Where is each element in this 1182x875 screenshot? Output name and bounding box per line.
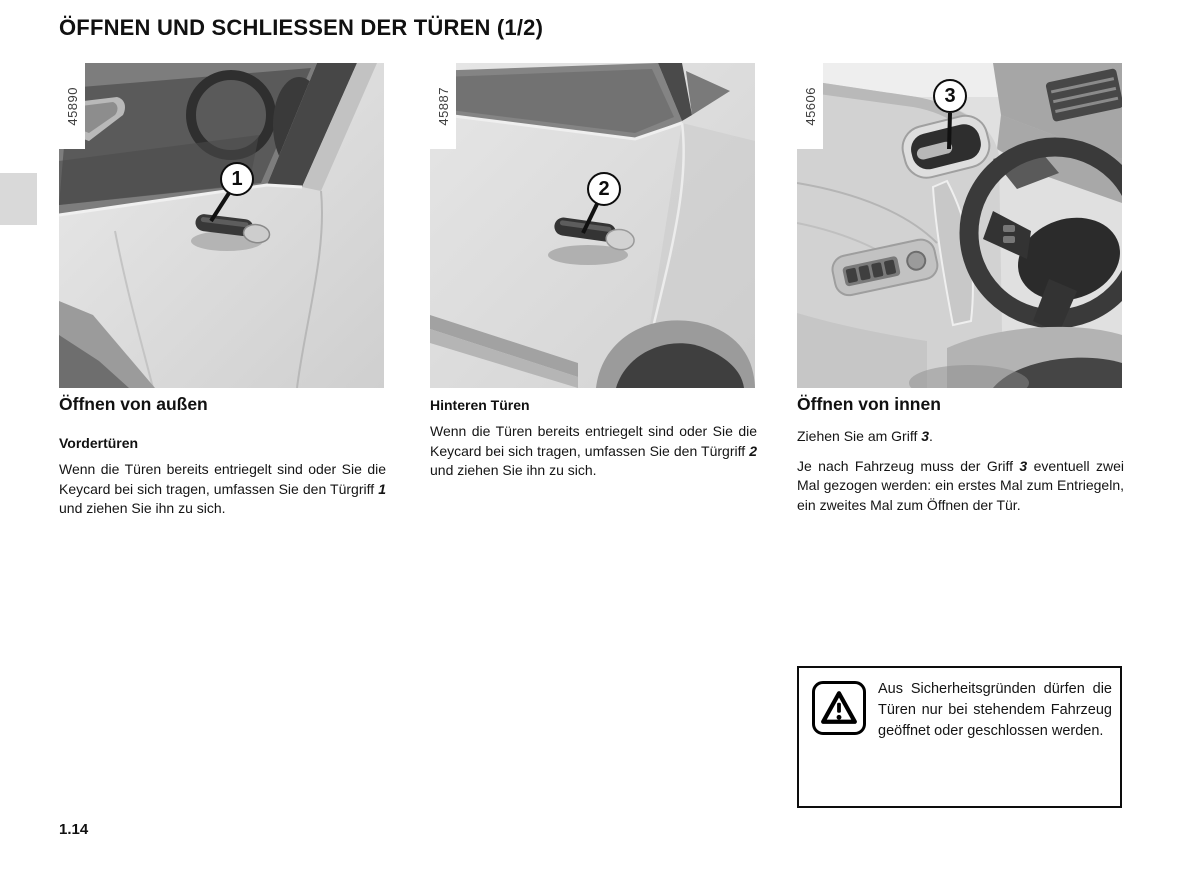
paragraph-text: Je nach Fahrzeug muss der Griff	[797, 457, 1020, 474]
rear-doors-paragraph	[430, 422, 757, 481]
paragraph-text: Ziehen Sie am Griff	[797, 428, 922, 444]
page-number: 1.14	[59, 821, 89, 838]
figure-ref-number: 45890	[64, 86, 80, 126]
paragraph-text: eventuell zwei Mal gezogen werden: ein erstes Mal zum Entriegeln, ein zweites Mal zum Öffnen der Tür.	[797, 457, 1124, 513]
paragraph-text: Wenn die Türen bereits entriegelt sind oder Sie die Keycard bei sich tragen, umfassen Sie den Türgriff	[430, 423, 757, 459]
figure-ref-number: 45887	[435, 86, 451, 126]
section-tab-marker	[0, 173, 37, 225]
figure-ref-label	[59, 63, 85, 149]
door-interior-illustration	[797, 63, 1122, 388]
callout-number: 2	[598, 177, 610, 200]
paragraph-text: und ziehen Sie ihn zu sich.	[430, 462, 597, 478]
warning-triangle-glyph	[820, 689, 858, 727]
subsection-heading-front-doors: Vordertüren	[59, 435, 139, 451]
section-rear-doors	[430, 394, 757, 481]
callout-leader-line	[949, 113, 950, 149]
figure-ref-label	[430, 63, 456, 149]
front-doors-paragraph	[59, 460, 386, 519]
section-open-from-inside	[797, 394, 1124, 515]
section-heading: Öffnen von außen	[59, 394, 208, 414]
paragraph-text: und ziehen Sie ihn zu sich.	[59, 500, 226, 516]
figure-ref-label	[797, 63, 823, 149]
warning-triangle-icon	[812, 681, 866, 735]
page-title: ÖFFNEN UND SCHLIESSEN DER TÜREN (1/2)	[59, 15, 544, 40]
figure-door-interior	[797, 63, 1122, 388]
handle-ref-number: 1	[378, 480, 386, 497]
front-door-illustration	[59, 63, 384, 388]
warning-box	[797, 666, 1122, 808]
section-heading: Öffnen von innen	[797, 394, 941, 414]
figure-rear-door-exterior	[430, 63, 755, 388]
inside-paragraph-2	[797, 457, 1124, 516]
callout-number: 1	[231, 167, 243, 190]
callout-number: 3	[944, 84, 956, 107]
figure-front-door-exterior	[59, 63, 384, 388]
handle-ref-number: 3	[1019, 457, 1028, 474]
callout-badge-1	[220, 162, 254, 196]
subsection-heading-rear-doors: Hinteren Türen	[430, 397, 530, 413]
handle-ref-number: 2	[749, 442, 757, 459]
paragraph-text: Wenn die Türen bereits entriegelt sind oder Sie die Keycard bei sich tragen, umfassen Sie den Türgriff	[59, 461, 386, 497]
paragraph-text: .	[929, 428, 933, 444]
callout-badge-3	[933, 79, 967, 113]
handle-ref-number: 3	[921, 428, 930, 444]
callout-badge-2	[587, 172, 621, 206]
rear-door-illustration	[430, 63, 755, 388]
figure-ref-number: 45606	[802, 86, 818, 126]
warning-text: Aus Sicherheitsgründen dürfen die Türen nur bei stehendem Fahrzeug geöffnet oder geschlossen werden.	[878, 681, 1112, 739]
section-open-from-outside	[59, 394, 386, 519]
inside-paragraph-1	[797, 427, 1124, 447]
